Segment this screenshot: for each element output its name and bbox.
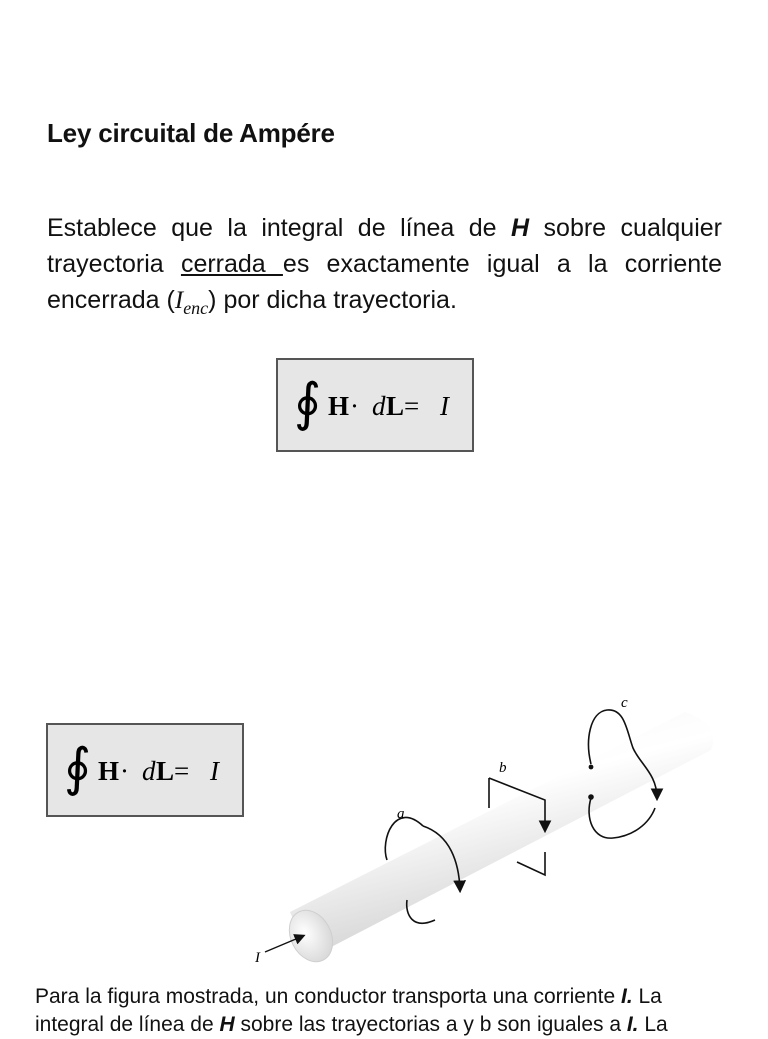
formula-i-2: I <box>210 756 219 786</box>
intro-text-4: ) por dicha trayectoria. <box>208 286 457 314</box>
intro-text-1: Establece que la integral de línea de <box>47 214 512 242</box>
caption-1c: La <box>632 985 662 1008</box>
page-title: Ley circuital de Ampére <box>47 118 335 148</box>
path-b-label: b <box>499 760 507 776</box>
caption-2e: La <box>638 1013 668 1036</box>
formula-l-2: L <box>156 756 175 786</box>
caption-2a: integral de línea de <box>35 1013 220 1036</box>
ampere-law-formula-2 <box>50 725 240 815</box>
formula-d: d <box>372 391 386 421</box>
current-label: I <box>255 950 260 966</box>
ampere-law-formula-box <box>276 358 474 452</box>
path-a-label: a <box>397 806 405 822</box>
caption-line-2 <box>35 1011 735 1039</box>
intro-paragraph <box>47 210 722 326</box>
intro-underlined-word: cerrada <box>180 250 283 278</box>
intro-current-subscript: enc <box>183 298 209 318</box>
caption-2b: H <box>219 1013 235 1036</box>
intro-text-3: es exactamente igual a la corriente encerrada ( <box>47 250 722 314</box>
intro-text-2: sobre cualquier trayectoria <box>47 214 722 278</box>
caption-2c: sobre las trayectorias a y b son iguales a <box>234 1013 627 1036</box>
formula-h: H <box>328 391 350 421</box>
contour-integral-symbol-2: ∮ <box>64 740 92 797</box>
caption-1a: Para la figura mostrada, un conductor transporta una corriente <box>35 985 621 1008</box>
conductor-cylinder <box>281 712 713 969</box>
caption-1b: I. <box>621 985 633 1008</box>
contour-integral-symbol: ∮ <box>294 375 322 432</box>
ampere-law-formula <box>280 360 470 450</box>
formula-l: L <box>386 391 405 421</box>
figure-caption <box>35 983 735 1039</box>
path-c-label: c <box>621 695 628 711</box>
caption-line-1 <box>35 983 735 1011</box>
formula-equals-2: = <box>174 756 190 786</box>
formula-dot-2: · <box>120 756 129 786</box>
caption-2d: I. <box>626 1013 639 1036</box>
formula-d-2: d <box>142 756 156 786</box>
formula-equals: = <box>404 391 420 421</box>
intro-current-symbol: I <box>174 287 184 314</box>
formula-dot: · <box>350 391 359 421</box>
formula-h-2: H <box>98 756 120 786</box>
ampere-law-formula-box-small <box>46 723 244 817</box>
formula-i: I <box>440 391 449 421</box>
intro-h-symbol: H <box>511 214 530 242</box>
conductor-figure <box>245 690 725 975</box>
